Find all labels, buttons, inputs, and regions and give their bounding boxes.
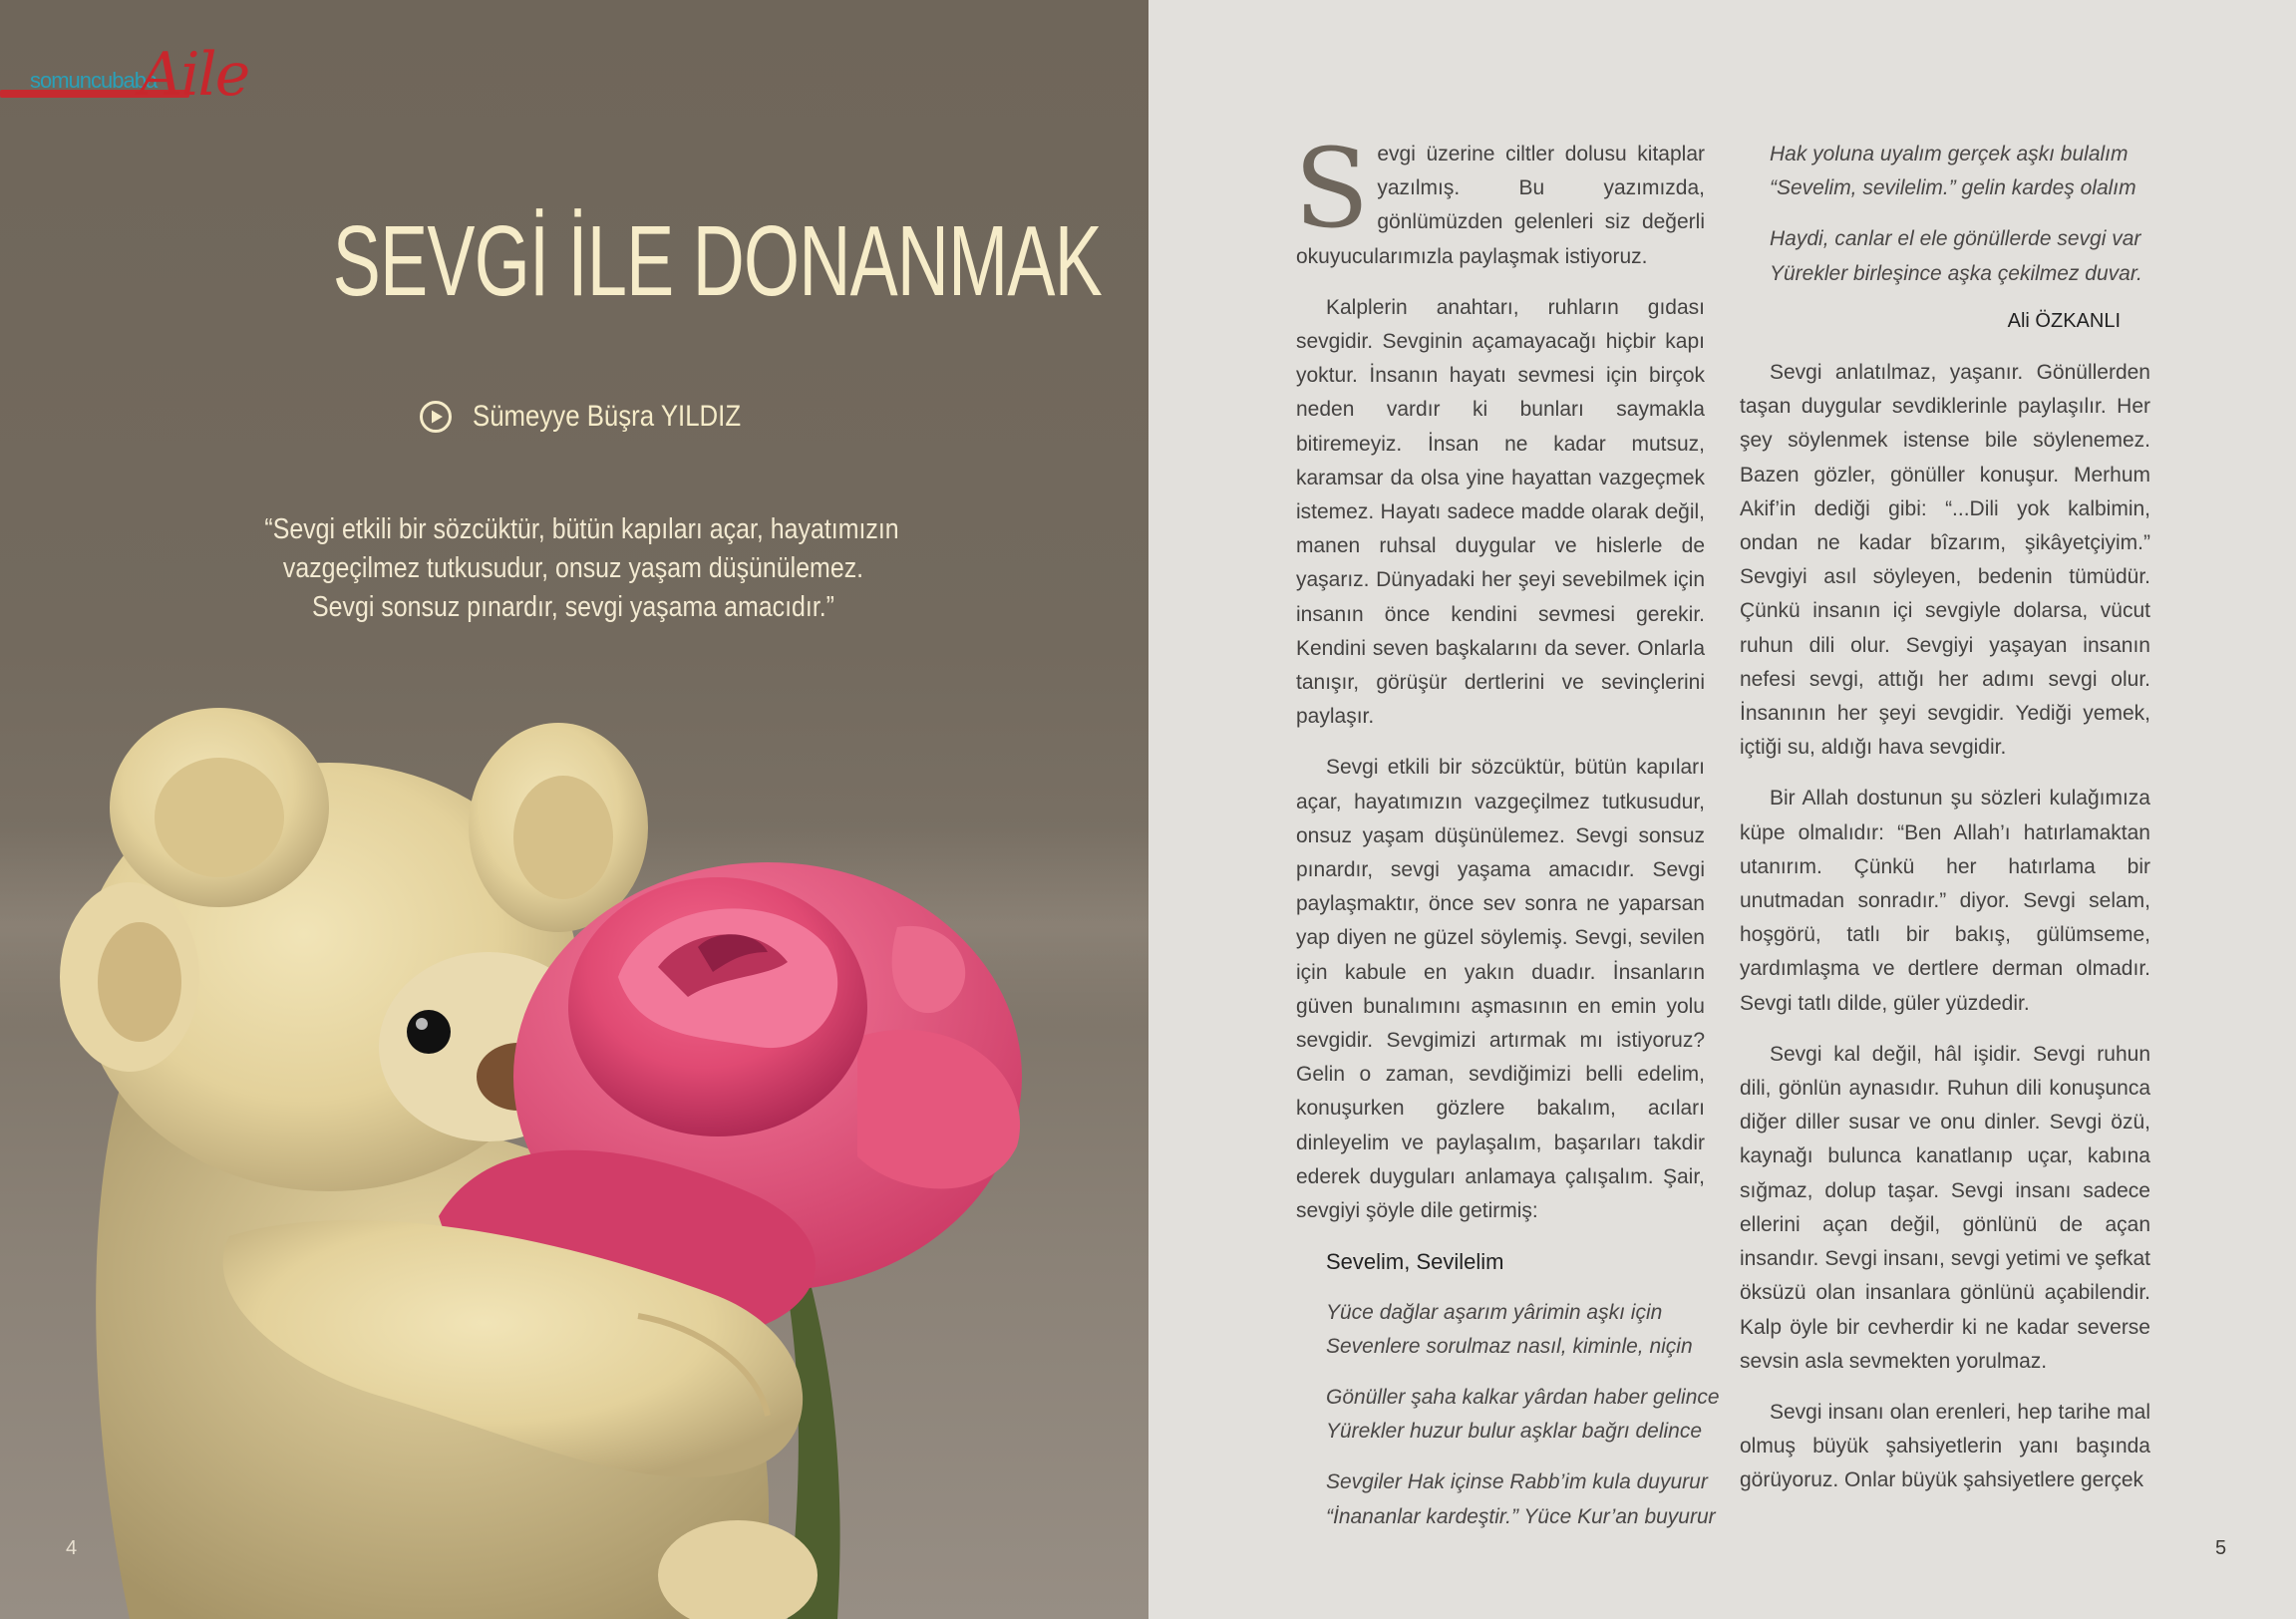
poem-title: Sevelim, Sevilelim (1326, 1249, 1504, 1275)
paragraph: Sevgi etkili bir sözcüktür, bütün kapıları açar, hayatımızın vazgeçilmez tutkusudur, onsuz yaşam düşünülemez. Sevgi sonsuz pınardır, sevgi yaşama amacıdır. Sevgi paylaşmaktır, önce sev sonra ne yaparsan yap diyen ne güzel söylemiş. Sevgi, sevilen için kabule en yakın duadır. İnsanların güven bunalımını aşmasının en emin yolu sevgidir. Sevgimizi artırmak mı istiyoruz? Gelin o zaman, sevdiğimizi belli edelim, konuşurken gözlere bakalım, acıları dinleyelim ve paylaşalım, başarıları takdir ederek duyguları anlamaya çalışalım. Şair, sevgiyi şöyle dile getirmiş: (1296, 756, 1705, 1223)
paragraph: Sevgi kal değil, hâl işidir. Sevgi ruhun dili, gönlün aynasıdır. Ruhun dili konuşunca diğer diller susar ve onu dinler. Sevgi özü, kaynağı bulunca kanatlanıp uçar, kabına sığmaz, dolup taşar. Sevgi insanı sadece ellerini açan değil, gönlünü de açan insandır. Sevgi insanı, sevgi yetimi ve şefkat öksüzü olan insanlara gönlünü açabilendir. Kalp öyle bir cevherdir ki ne kadar severse sevsin asla sevmekten yorulmaz. (1740, 1042, 2150, 1373)
drop-cap: S (1294, 125, 1370, 252)
poem-line: Yürekler birleşince aşka çekilmez duvar. (1770, 261, 2142, 285)
poem-line: Sevenlere sorulmaz nasıl, kiminle, niçin (1326, 1334, 1693, 1358)
pull-quote-line: vazgeçilmez tutkusudur, onsuz yaşam düşünülemez. (282, 552, 864, 584)
text-column-1 (1294, 125, 1720, 1551)
paragraph: Kalplerin anahtarı, ruhların gıdası sevgidir. Sevginin açamayacağı hiçbir kapı yoktur. İnsanın hayatı sevmesi için birçok neden vardır ki bunları saymakla bitiremeyiz. İnsan ne kadar mutsuz, karamsar da olsa yine hayattan vazgeçmek istemez. Hayatı sadece madde olarak değil, manen ruhsal duygular ve hislerle de yaşarız. Dünyadaki her şeyi sevebilmek için insanın önce kendini sevmesi gerekir. Kendini seven başkalarını da sever. Onlarla tanışır, görüşür dertlerini ve sevinçlerini paylaşır. (1296, 295, 1705, 729)
poem-line: “Sevelim, sevilelim.” gelin kardeş olalım (1770, 176, 2136, 200)
poet-signature: Ali ÖZKANLI (2007, 309, 2121, 332)
poem-line: “İnananlar kardeştir.” Yüce Kur’an buyurur (1326, 1504, 1716, 1528)
poem-line: Haydi, canlar el ele gönüllerde sevgi var (1770, 227, 2141, 251)
magazine-logo (0, 40, 249, 110)
text-column-2 (1740, 138, 2150, 1515)
intro-paragraph (1294, 125, 1705, 274)
poem-line: Sevgiler Hak içinse Rabb’im kula duyurur (1326, 1470, 1708, 1494)
article-title: SEVGİ İLE DONANMAK (332, 205, 1103, 317)
paragraph: Sevgi anlatılmaz, yaşanır. Gönüllerden taşan duygular sevdiklerinle paylaşılır. Her şey söylenmek istense bile söylenemez. Bazen gözler, gönüller konuşur. Merhum Akif’in dediği gibi: “...Dili yok kalbimin, ondan ne kadar bîzarım, şikâyetçiyim.” Sevgiyi asıl söyleyen, bedenin tümüdür. Çünkü insanın içi sevgiyle dolarsa, vücut ruhun dili olur. Sevgiyi yaşayan insanın nefesi sevgi, attığı her adımı sevgi olur. İnsanının her şeyi sevgidir. Yediği yemek, içtiği su, aldığı hava sevgidir. (1740, 361, 2150, 760)
pull-quote-line: “Sevgi etkili bir sözcüktür, bütün kapıları açar, hayatımızın (264, 513, 899, 545)
author-byline (419, 395, 785, 439)
logo-script: Aile (140, 40, 249, 110)
intro-text: evgi üzerine ciltler dolusu kitaplar yazılmış. Bu yazımızda, gönlümüzden gelenleri siz değerli okuyucularımızla paylaşmak istiyoruz. (1296, 143, 1705, 268)
poem-line: Yürekler huzur bulur aşklar bağrı delince (1326, 1420, 1703, 1444)
poem-stanza (1770, 138, 2150, 205)
poem-stanza (1326, 1296, 1705, 1364)
paragraph: Sevgi insanı olan erenleri, hep tarihe mal olmuş büyük şahsiyetlerin yanı başında görüyoruz. Onlar büyük şahsiyetlere gerçek (1740, 1400, 2150, 1492)
pull-quote-line: Sevgi sonsuz pınardır, sevgi yaşama amacıdır.” (311, 591, 834, 623)
teddy-bear-rose-photo (0, 678, 1148, 1619)
poem-line: Gönüller şaha kalkar yârdan haber gelince (1326, 1385, 1720, 1409)
page-number-right: 5 (2215, 1537, 2227, 1559)
poem-stanza (1326, 1465, 1716, 1533)
page-number-left: 4 (66, 1537, 78, 1559)
poem-stanza (1770, 222, 2150, 290)
poem-stanza (1326, 1381, 1720, 1449)
play-circle-icon (419, 400, 453, 434)
paragraph: Bir Allah dostunun şu sözleri kulağımıza küpe olmalıdır: “Ben Allah’ı hatırlamaktan utanırım. Çünkü her hatırlama bir unutmadan sonradır.” diyor. Sevgi selam, hoşgörü, tatlı bir bakış, gülümseme, yardımlaşma ve dertlere derman olmadır. Sevgi tatlı dilde, güler yüzdedir. (1740, 787, 2150, 1015)
logo-wordmark: somuncubaba (30, 68, 158, 93)
poem-line: Hak yoluna uyalım gerçek aşkı bulalım (1770, 143, 2129, 165)
pull-quote (214, 510, 932, 627)
author-name: Sümeyye Büşra YILDIZ (473, 400, 742, 433)
poem-line: Yüce dağlar aşarım yârimin aşkı için (1326, 1300, 1663, 1324)
